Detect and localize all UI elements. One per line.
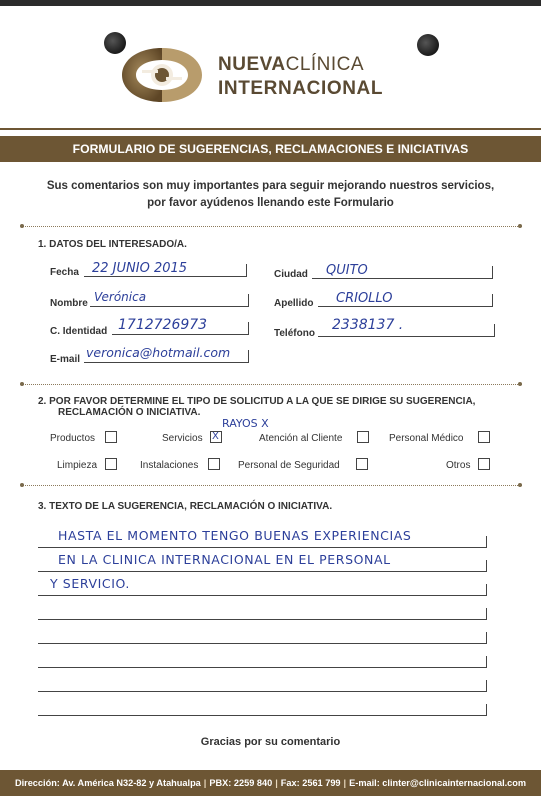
option-atencion-checkbox[interactable] (357, 431, 369, 443)
brand-name-regular: CLÍNICA (285, 54, 365, 75)
comment-text-line-2: EN LA CLINICA INTERNACIONAL EN EL PERSONAL (58, 552, 391, 567)
section2-title-line2: RECLAMACIÓN O INICIATIVA. (58, 407, 201, 418)
apellido-value: CRIOLLO (336, 291, 393, 306)
comment-text-line-3: Y SERVICIO. (50, 576, 131, 591)
divider-dot (20, 224, 24, 228)
option-otros-label: Otros (446, 460, 471, 471)
option-otros-checkbox[interactable] (478, 458, 490, 470)
option-medico-checkbox[interactable] (478, 431, 490, 443)
telefono-value: 2338137 . (332, 317, 404, 333)
intro-line-2: por favor ayúdenos llenando este Formulario (147, 197, 394, 209)
option-productos-checkbox[interactable] (105, 431, 117, 443)
servicios-note: RAYOS X (222, 417, 269, 430)
option-servicios-checkbox[interactable] (210, 431, 222, 443)
ciudad-value: QUITO (326, 263, 368, 278)
comment-line[interactable] (38, 680, 487, 692)
form-title-band: FORMULARIO DE SUGERENCIAS, RECLAMACIONES E INICIATIVAS (0, 136, 541, 162)
section3-title: 3. TEXTO DE LA SUGERENCIA, RECLAMACIÓN O INICIATIVA. (38, 501, 333, 512)
comment-line[interactable] (38, 632, 487, 644)
comment-line[interactable] (38, 656, 487, 668)
option-servicios-label: Servicios (162, 433, 203, 444)
option-limpieza-label: Limpieza (57, 460, 98, 471)
fecha-value: 22 JUNIO 2015 (92, 261, 188, 276)
intro-line-1: Sus comentarios son muy importantes para seguir mejorando nuestros servicios, (46, 180, 495, 192)
footer-address: Dirección: Av. América N32-82 y Atahualpa (14, 778, 201, 788)
fecha-label: Fecha (50, 267, 79, 278)
footer-separator: | (343, 778, 347, 788)
divider-dot (518, 224, 522, 228)
binder-hole-right (417, 34, 439, 56)
telefono-label: Teléfono (274, 328, 315, 339)
divider-dot (20, 382, 24, 386)
nombre-label: Nombre (50, 298, 88, 309)
clinic-logo-icon (116, 42, 208, 108)
ciudad-label: Ciudad (274, 269, 308, 280)
dotted-divider (22, 226, 522, 227)
option-instalaciones-checkbox[interactable] (208, 458, 220, 470)
brand-name-line2: INTERNACIONAL (218, 78, 384, 99)
top-edge-strip (0, 0, 541, 6)
identidad-value: 1712726973 (118, 317, 208, 333)
option-productos-label: Productos (50, 433, 96, 444)
footer-pbx: PBX: 2259 840 (209, 778, 273, 788)
comment-text-line-1: HASTA EL MOMENTO TENGO BUENAS EXPERIENCIAS (58, 528, 412, 543)
divider-dot (518, 382, 522, 386)
brand-name-line1 (218, 54, 364, 76)
footer-email: E-mail: clinter@clinicainternacional.com (349, 778, 527, 788)
identidad-label: C. Identidad (50, 326, 108, 337)
option-seguridad-label: Personal de Seguridad (238, 460, 340, 471)
footer-fax: Fax: 2561 799 (280, 778, 341, 788)
servicios-check-mark: X (212, 431, 219, 442)
comment-line[interactable] (38, 608, 487, 620)
dotted-divider (22, 485, 522, 486)
option-medico-label: Personal Médico (389, 433, 464, 444)
thanks-message: Gracias por su comentario (200, 736, 341, 748)
brand-name-bold: NUEVA (218, 54, 286, 75)
footer-separator: | (203, 778, 207, 788)
apellido-label: Apellido (274, 298, 314, 309)
option-limpieza-checkbox[interactable] (105, 458, 117, 470)
option-instalaciones-label: Instalaciones (140, 460, 199, 471)
comment-line[interactable] (38, 704, 487, 716)
section1-title: 1. DATOS DEL INTERESADO/A. (38, 239, 187, 250)
email-label: E-mail (50, 354, 81, 365)
option-seguridad-checkbox[interactable] (356, 458, 368, 470)
section2-title-line1: 2. POR FAVOR DETERMINE EL TIPO DE SOLICITUD A LA QUE SE DIRIGE SU SUGERENCIA, (38, 396, 476, 407)
email-value: veronica@hotmail.com (86, 345, 231, 360)
divider-dot (518, 483, 522, 487)
option-atencion-label: Atención al Cliente (259, 433, 343, 444)
footer-separator: | (275, 778, 278, 788)
nombre-value: Verónica (94, 290, 147, 304)
footer-contact-band (0, 770, 541, 796)
divider-dot (20, 483, 24, 487)
header-rule (0, 128, 541, 130)
dotted-divider (22, 384, 522, 385)
